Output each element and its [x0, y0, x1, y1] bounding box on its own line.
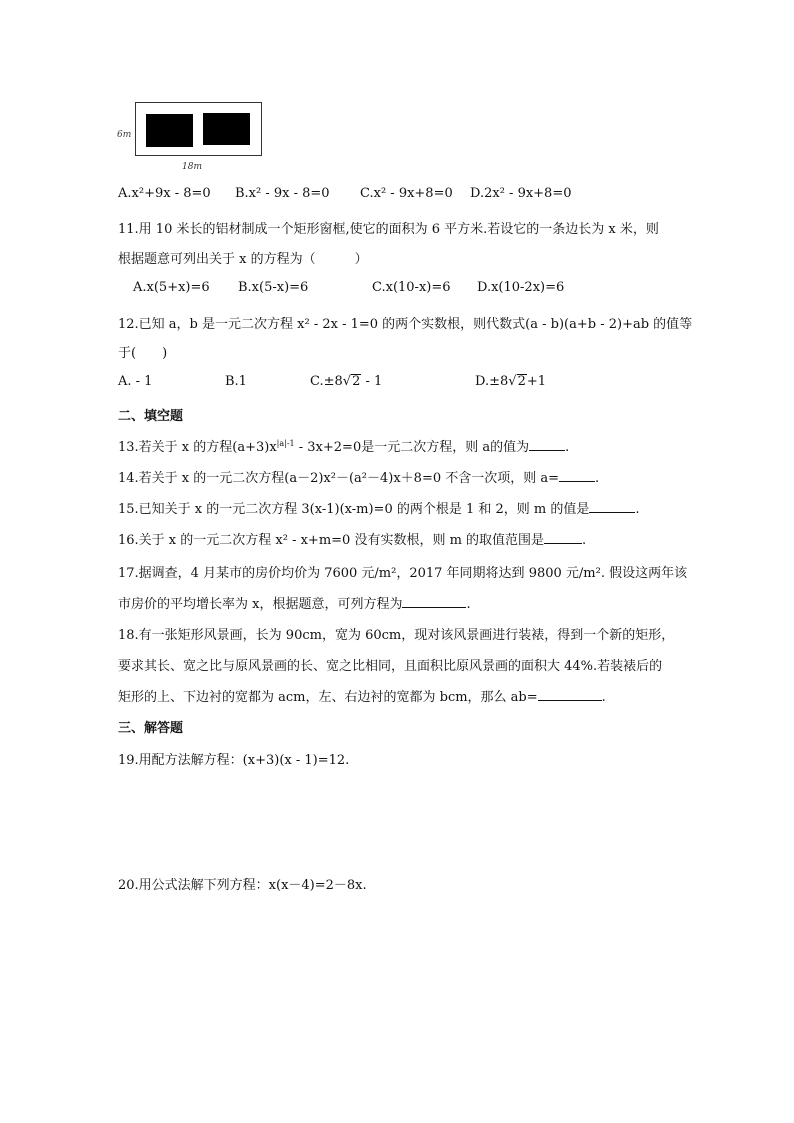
q13-exponent: |a|-1 — [276, 439, 295, 448]
q12-option-d-prefix: D.±8 — [475, 374, 509, 389]
q14-answer-blank[interactable] — [559, 468, 595, 482]
q12-option-c: C.±8√2 - 1 — [310, 374, 383, 389]
q15-line — [118, 498, 640, 517]
q18-end: . — [601, 690, 606, 705]
q10-option-a: A.x²+9x - 8=0 — [118, 186, 211, 201]
q18-answer-blank[interactable] — [538, 687, 602, 701]
q16-line — [118, 529, 586, 548]
q15-end: . — [635, 502, 640, 517]
q16-text: 16.关于 x 的一元二次方程 x² - x+m=0 没有实数根，则 m 的取值范围是 — [118, 533, 545, 548]
q16-end: . — [582, 533, 587, 548]
q12-option-d-radicand: 2 — [517, 374, 526, 389]
q18-line-3 — [118, 686, 606, 705]
q12-option-d: D.±8√2+1 — [475, 374, 547, 389]
figure-left-block — [146, 114, 193, 147]
section-solve-title: 三、解答题 — [118, 721, 184, 736]
q10-option-d: D.2x² - 9x+8=0 — [470, 186, 572, 201]
q18-line-2: 要求其长、宽之比与原风景画的长、宽之比相同，且面积比原风景画的面积大 44%.若装裱后的 — [118, 659, 663, 674]
figure-right-block — [203, 113, 250, 145]
q11-line-2: 根据题意可列出关于 x 的方程为（ ） — [118, 252, 368, 267]
figure-frame — [135, 102, 262, 156]
q18-line-1: 18.有一张矩形风景画，长为 90cm，宽为 60cm，现对该风景画进行装裱，得到一个新的矩形， — [118, 628, 675, 643]
q19-line: 19.用配方法解方程：(x+3)(x - 1)=12. — [118, 753, 350, 768]
q12-option-c-radicand: 2 — [352, 374, 361, 389]
q14-line — [118, 467, 599, 486]
figure-bottom-label: 18m — [182, 162, 202, 172]
q17-text: 市房价的平均增长率为 x，根据题意，可列方程为 — [118, 597, 403, 612]
q17-line-1: 17.据调查，4 月某市的房价均价为 7600 元/m²，2017 年同期将达到 9800 元/m². 假设这两年该 — [118, 566, 688, 581]
q17-line-2 — [118, 593, 471, 612]
q20-line: 20.用公式法解下列方程：x(x－4)=2－8x. — [118, 878, 367, 893]
q17-answer-blank[interactable] — [402, 594, 466, 608]
q13-text-prefix: 13.若关于 x 的方程(a+3)x — [118, 440, 277, 455]
section-fill-in-title: 二、填空题 — [118, 409, 184, 424]
q17-end: . — [466, 597, 471, 612]
q13-text-suffix: - 3x+2=0是一元二次方程，则 a的值为 — [294, 440, 530, 455]
q14-text: 14.若关于 x 的一元二次方程(a－2)x²－(a²－4)x＋8=0 不含一次项，则 a= — [118, 471, 560, 486]
q12-option-c-prefix: C.±8 — [310, 374, 343, 389]
q12-line-2: 于( ) — [118, 346, 168, 361]
q11-option-d: D.x(10-2x)=6 — [477, 280, 565, 295]
q11-option-a: A.x(5+x)=6 — [133, 280, 210, 295]
q11-line-1: 11.用 10 米长的铝材制成一个矩形窗框,使它的面积为 6 平方米.若设它的一条边长为 x 米，则 — [118, 222, 659, 237]
q18-text: 矩形的上、下边衬的宽都为 acm，左、右边衬的宽都为 bcm，那么 ab= — [118, 690, 538, 705]
q15-text: 15.已知关于 x 的一元二次方程 3(x-1)(x-m)=0 的两个根是 1 和 2，则 m 的值是 — [118, 502, 590, 517]
q11-option-b: B.x(5-x)=6 — [238, 280, 309, 295]
q12-option-c-suffix: - 1 — [361, 374, 383, 389]
q12-option-b: B.1 — [225, 374, 247, 389]
q15-answer-blank[interactable] — [589, 499, 635, 513]
q12-line-1: 12.已知 a，b 是一元二次方程 x² - 2x - 1=0 的两个实数根，则代数式(a - b)(a+b - 2)+ab 的值等 — [118, 317, 693, 332]
q11-option-c: C.x(10-x)=6 — [372, 280, 451, 295]
figure-side-label: 6m — [117, 130, 132, 140]
q12-option-a: A. - 1 — [118, 374, 153, 389]
q10-option-c: C.x² - 9x+8=0 — [360, 186, 453, 201]
q16-answer-blank[interactable] — [544, 530, 582, 544]
q13-answer-blank[interactable] — [529, 437, 565, 451]
q14-end: . — [595, 471, 600, 486]
q13-end: . — [565, 440, 570, 455]
q10-option-b: B.x² - 9x - 8=0 — [235, 186, 330, 201]
q12-option-d-suffix: +1 — [526, 374, 547, 389]
q13-line — [118, 436, 569, 455]
